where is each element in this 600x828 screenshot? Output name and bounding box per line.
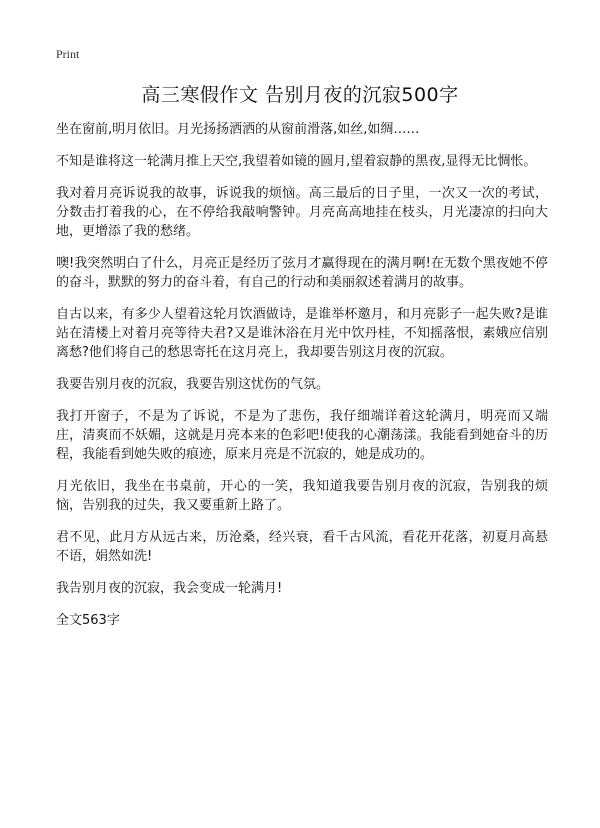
paragraph-8: 月光依旧，我坐在书桌前，开心的一笑，我知道我要告别月夜的沉寂，告别我的烦恼，告别我的过失，我又要重新上路了。 <box>56 479 548 513</box>
paragraph-4: 噢!我突然明白了什么，月亮正是经历了弦月才赢得现在的满月啊!在无数个黑夜她不停的奋斗，默默的努力的奋斗着，有自己的行动和美丽叙述着满月的故事。 <box>56 256 548 290</box>
paragraph-2: 不知是谁将这一轮满月推上天空,我望着如镜的圆月,望着寂静的黑夜,显得无比惆怅。 <box>56 154 537 169</box>
print-link[interactable]: Print <box>56 47 80 61</box>
paragraph-7: 我打开窗子，不是为了诉说，不是为了悲伤，我仔细端详着这轮满月，明亮而又端庄，清爽而不妖媚，这就是月亮本来的色彩吧!使我的心潮荡漾。我能看到她奋斗的历程，我能看到她失败的痕迹，原来月亮是不沉寂的，她是成功的。 <box>56 409 548 462</box>
paragraph-1: 坐在窗前,明月依旧。月光扬扬洒洒的从窗前滑落,如丝,如绸…… <box>56 122 420 137</box>
article-body <box>56 120 548 630</box>
paragraph-6: 我要告别月夜的沉寂，我要告别这忧伤的气氛。 <box>56 377 330 392</box>
word-count: 全文563字 <box>56 613 120 628</box>
paragraph-5: 自古以来，有多少人望着这轮月饮酒做诗，是谁举杯邀月，和月亮影子一起失败?是谁站在清楼上对着月亮等待夫君?又是谁沐浴在月光中饮丹桂，不知摇落恨，素娥应信别离愁?他们将自己的愁思寄托在这月亮上，我却要告别这月夜的沉寂。 <box>56 307 548 360</box>
paragraph-9: 君不见，此月方从远古来，历沧桑，经兴衰，看千古风流，看花开花落，初夏月高悬不语，娟然如洗! <box>56 530 548 564</box>
article-title: 高三寒假作文 告别月夜的沉寂500字 <box>141 84 459 106</box>
paragraph-3: 我对着月亮诉说我的故事，诉说我的烦恼。高三最后的日子里，一次又一次的考试，分数击打着我的心，在不停给我敲响警钟。月亮高高地挂在枝头，月光凄凉的扫向大地，更增添了我的愁绪。 <box>56 186 548 239</box>
paragraph-10: 我告别月夜的沉寂，我会变成一轮满月! <box>56 581 283 596</box>
